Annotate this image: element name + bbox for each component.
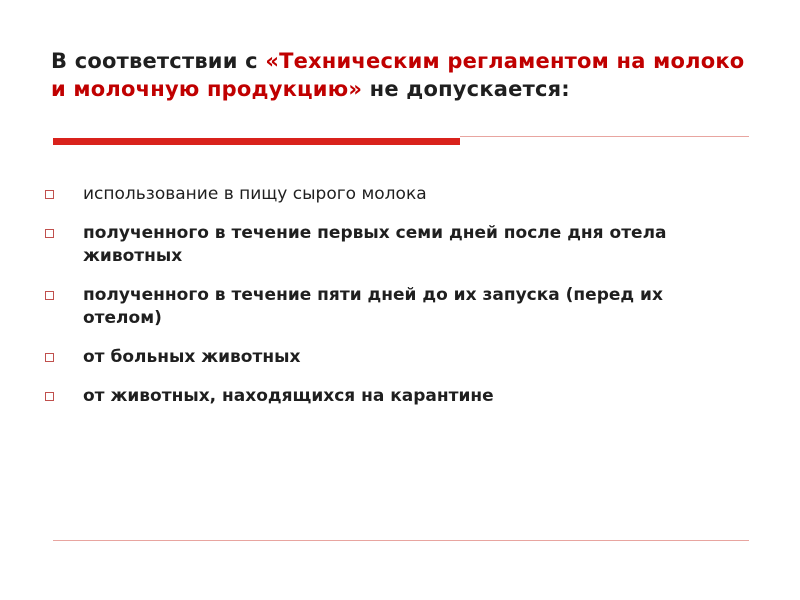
title-part2: не допускается: xyxy=(362,77,570,101)
bullet-list xyxy=(0,183,733,424)
title-part1: В соответствии с xyxy=(51,49,266,73)
list-item xyxy=(0,222,733,268)
list-item-text: использование в пищу сырого молока xyxy=(83,184,427,204)
square-bullet-icon xyxy=(45,392,54,401)
list-item-text: полученного в течение пяти дней до их запуска (перед их отелом) xyxy=(83,285,663,328)
square-bullet-icon xyxy=(45,291,54,300)
list-item xyxy=(0,346,733,369)
title-underline-thick xyxy=(53,138,460,145)
title-underline-thin xyxy=(460,136,749,137)
square-bullet-icon xyxy=(45,190,54,199)
square-bullet-icon xyxy=(45,229,54,238)
slide-title xyxy=(51,47,751,103)
list-item xyxy=(0,183,733,206)
list-item-text: от больных животных xyxy=(83,347,301,367)
square-bullet-icon xyxy=(45,353,54,362)
list-item xyxy=(0,385,733,408)
title-accent: «Техническим регламентом на молоко и молочную продукцию» xyxy=(51,49,745,101)
list-item xyxy=(0,284,733,330)
list-item-text: полученного в течение первых семи дней после дня отела животных xyxy=(83,223,667,266)
list-item-text: от животных, находящихся на карантине xyxy=(83,386,494,406)
footer-divider xyxy=(53,540,749,541)
